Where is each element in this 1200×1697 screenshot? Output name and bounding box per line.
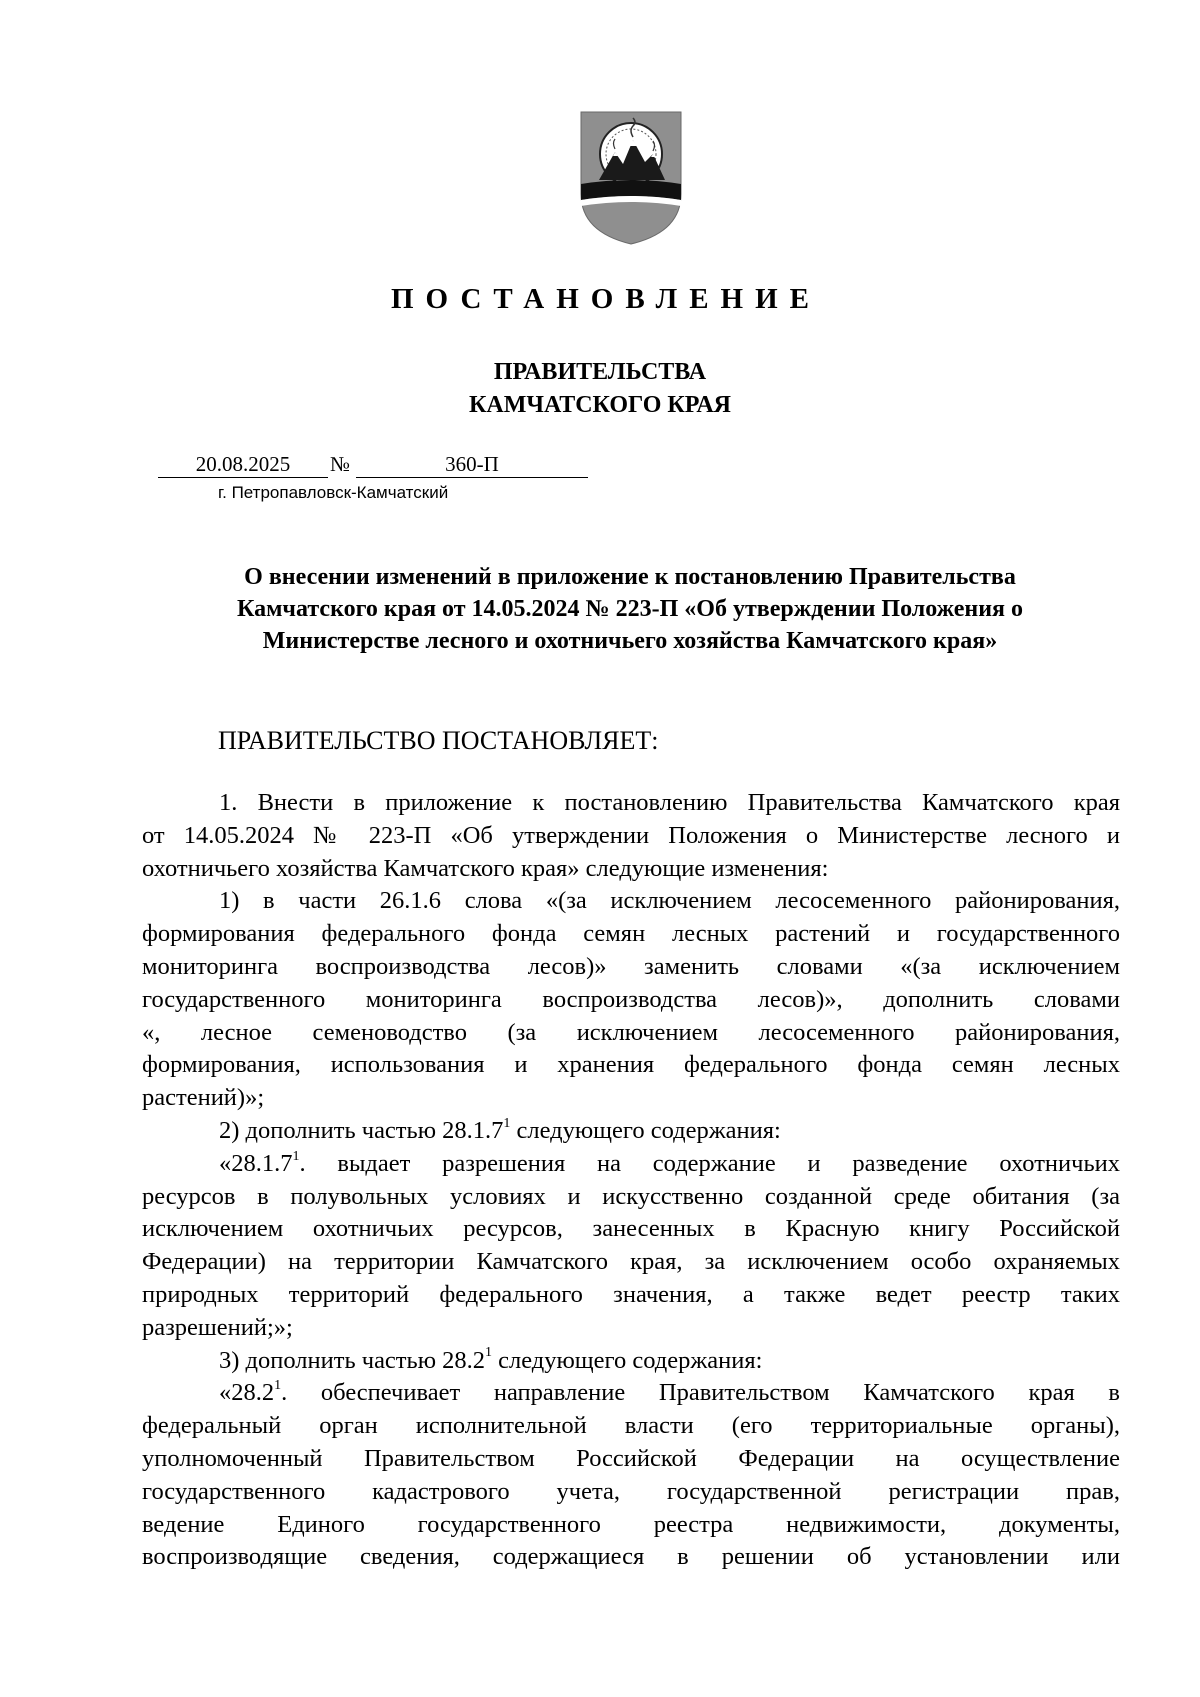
superscript: 1 [485, 1345, 492, 1361]
resolution-heading: ПРАВИТЕЛЬСТВО ПОСТАНОВЛЯЕТ: [218, 726, 659, 755]
authority-line-1: ПРАВИТЕЛЬСТВА [493, 359, 707, 385]
text-fragment: 3) дополнить частью 28.2 [219, 1346, 485, 1374]
text-fragment: . обеспечивает направление Правительством Камчатского края в [281, 1379, 1120, 1407]
body-line: исключением охотничьих ресурсов, занесенных в Красную книгу Российской [142, 1215, 1120, 1243]
text-fragment: . выдает разрешения на содержание и разведение охотничьих [299, 1149, 1120, 1177]
coat-of-arms-icon [577, 110, 685, 246]
body-line: ресурсов в полувольных условиях и искусственно созданной среде обитания (за [142, 1182, 1120, 1210]
body-line: формирования, использования и хранения федерального фонда семян лесных [142, 1051, 1120, 1079]
body-line: растений)»; [142, 1084, 265, 1112]
document-title [140, 561, 1120, 657]
text-fragment: 2) дополнить частью 28.1.7 [219, 1116, 504, 1144]
authority-line-2: КАМЧАТСКОГО КРАЯ [468, 392, 732, 418]
body-line: государственного кадастрового учета, государственной регистрации прав, [142, 1477, 1120, 1505]
body-line [142, 1115, 1120, 1148]
document-number: 360-П [356, 451, 588, 478]
superscript: 1 [503, 1115, 511, 1131]
body-line: «, лесное семеноводство (за исключением лесосеменного районирования, [142, 1018, 1120, 1046]
body-line: разрешений;»; [142, 1313, 293, 1341]
text-fragment: следующего содержания: [510, 1116, 781, 1144]
body-line: формирования федерального фонда семян лесных растений и государственного [142, 920, 1120, 948]
body-line: уполномоченный Правительством Российской Федерации на осуществление [142, 1444, 1120, 1472]
text-fragment: следующего содержания: [492, 1346, 763, 1374]
body-line: ведение Единого государственного реестра недвижимости, документы, [142, 1510, 1120, 1538]
body-line: охотничьего хозяйства Камчатского края» следующие изменения: [142, 854, 829, 882]
body-line: от 14.05.2024 № 223-П «Об утверждении Положения о Министерстве лесного и [142, 821, 1120, 849]
text-fragment: «28.2 [219, 1379, 275, 1407]
title-line-3: Министерстве лесного и охотничьего хозяйства Камчатского края» [262, 628, 998, 654]
body-line [142, 1377, 1120, 1410]
text-fragment: «28.1.7 [219, 1149, 293, 1177]
body-line [142, 1148, 1120, 1181]
body-line [142, 1345, 1120, 1378]
document-date: 20.08.2025 [158, 451, 328, 478]
title-line-1: О внесении изменений в приложение к постановлению Правительства [244, 564, 1016, 590]
body-line: 1) в части 26.1.6 слова «(за исключением лесосеменного районирования, [219, 887, 1120, 915]
body-line: государственного мониторинга воспроизводства лесов)», дополнить словами [142, 985, 1120, 1013]
issuing-authority [0, 356, 1200, 422]
body-line: воспроизводящие сведения, содержащиеся в решении об установлении или [142, 1543, 1120, 1571]
document-type: ПОСТАНОВЛЕНИЕ [390, 283, 821, 315]
superscript: 1 [292, 1148, 300, 1164]
body-line: 1. Внести в приложение к постановлению Правительства Камчатского края [219, 789, 1120, 816]
document-body [142, 787, 1120, 1574]
document-place: г. Петропавловск-Камчатский [218, 483, 449, 502]
title-line-2: Камчатского края от 14.05.2024 № 223-П «Об утверждении Положения о [237, 596, 1023, 622]
superscript: 1 [274, 1378, 282, 1394]
body-line: Федерации) на территории Камчатского края, за исключением особо охраняемых [142, 1248, 1120, 1276]
body-line: природных территорий федерального значения, а также ведет реестр таких [142, 1280, 1120, 1308]
body-line: федеральный орган исполнительной власти (его территориальные органы), [142, 1412, 1120, 1440]
body-line: мониторинга воспроизводства лесов)» заменить словами «(за исключением [142, 952, 1120, 980]
number-sign: № [330, 452, 351, 476]
